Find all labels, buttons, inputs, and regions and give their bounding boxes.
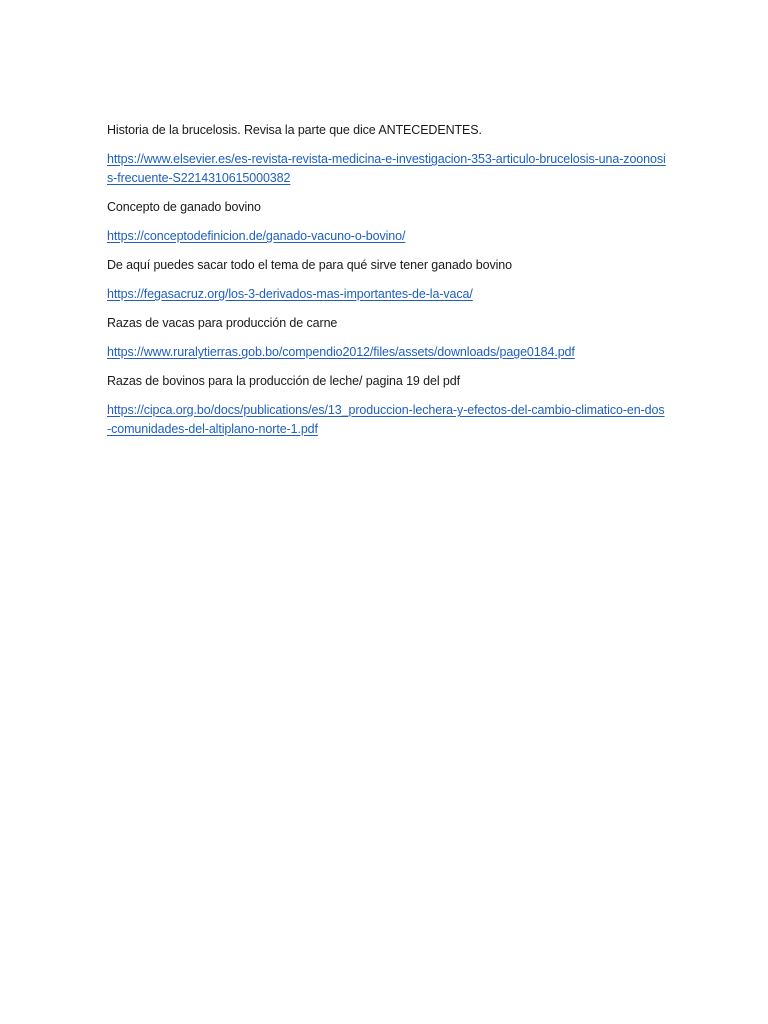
conceptodefinicion-link[interactable]: https://conceptodefinicion.de/ganado-vacuno-o-bovino/ <box>107 229 406 243</box>
cipca-link[interactable]: https://cipca.org.bo/docs/publications/es/13_produccion-lechera-y-efectos-del-cambio-climatico-en-dos-comunidades-del-altiplano-norte-1.pdf <box>107 403 665 436</box>
paragraph-fegasacruz-link <box>107 285 667 304</box>
elsevier-link[interactable]: https://www.elsevier.es/es-revista-revista-medicina-e-investigacion-353-articulo-brucelosis-una-zoonosis-frecuente-S2214310615000382 <box>107 152 666 185</box>
document-body <box>107 121 667 449</box>
paragraph-cipca-link <box>107 401 667 439</box>
paragraph-milk-breeds: Razas de bovinos para la producción de leche/ pagina 19 del pdf <box>107 374 460 388</box>
paragraph-brucelosis-history: Historia de la brucelosis. Revisa la parte que dice ANTECEDENTES. <box>107 123 482 137</box>
paragraph-bovine-uses: De aquí puedes sacar todo el tema de para qué sirve tener ganado bovino <box>107 258 512 272</box>
fegasacruz-link[interactable]: https://fegasacruz.org/los-3-derivados-mas-importantes-de-la-vaca/ <box>107 287 473 301</box>
paragraph-conceptodefinicion-link <box>107 227 667 246</box>
paragraph-meat-breeds: Razas de vacas para producción de carne <box>107 316 338 330</box>
ruralytierras-link[interactable]: https://www.ruralytierras.gob.bo/compendio2012/files/assets/downloads/page0184.pdf <box>107 345 575 359</box>
paragraph-bovine-concept: Concepto de ganado bovino <box>107 200 261 214</box>
paragraph-ruralytierras-link <box>107 343 667 362</box>
paragraph-elsevier-link <box>107 150 667 188</box>
